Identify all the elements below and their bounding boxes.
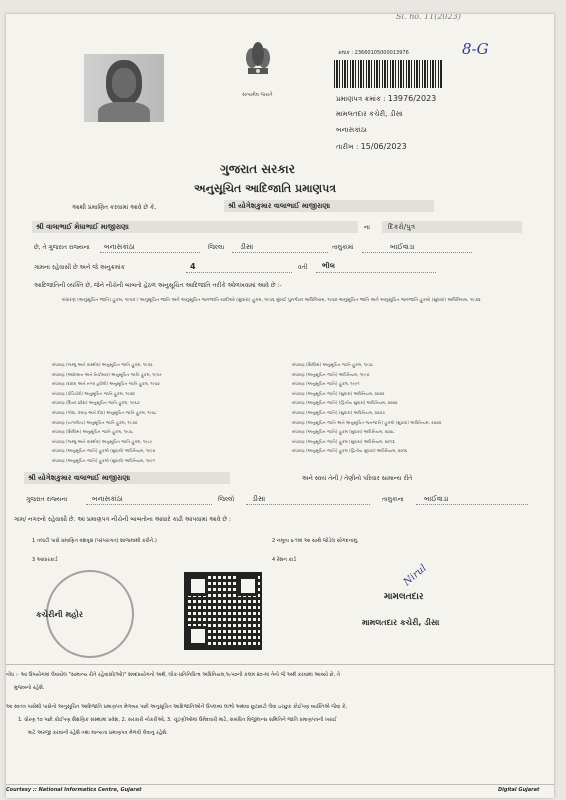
signatory-title: મામલતદાર <box>384 592 424 602</box>
footer-digital-gujarat: Digital Gujarat <box>498 787 540 793</box>
certificate-number: પ્રમાણપત્ર ક્રમાંક : 13976/2023 <box>336 94 437 103</box>
orders-right-list <box>292 360 441 456</box>
state-prefix: છે, તે ગુજરાત રાજ્યના <box>34 244 90 251</box>
order-item: બંધારણ (ગોવા, દમણ અને દીવ) અનુસૂચિત જાતિ હુકમ, ૧૯૬૮ <box>52 409 157 415</box>
relation: દિકરો/પુત્ર <box>388 223 416 231</box>
footer-courtesy: Courtesy :: National Informatics Centre, Gujarat <box>6 787 142 793</box>
schedule-label: ગામના રહેવાસી છે અને જે અનુક્રમાંક <box>34 264 125 271</box>
order-item: બંધારણ (જમ્મુ અને કાશ્મીર) અનુસૂચિત જાતિ હુકમ, ૧૯૮૯ <box>52 438 153 444</box>
note-line: 1. ધોરણ ૧૦ પછી કોઈપણ શૈક્ષણિક સંસ્થામાં પ્રવેશ, 2. સરકારી નોકરીઓ, 3. ચૂંટણીઓમાં ઉમેદવારી માટે, સંબંધિત વિજીલન્સ સમિતિને જાતિ પ્રમાણપત્રની ખરાઈ <box>18 717 337 723</box>
certify-text: આથી પ્રમાણિત કરવામાં આવે છે કે, <box>72 204 157 211</box>
tribe-label: વતી <box>298 264 308 271</box>
national-emblem-icon <box>240 38 276 90</box>
qr-code <box>184 572 262 650</box>
residence-state-prefix: ગુજરાત રાજ્યના <box>26 496 68 503</box>
order-item: બંધારણ (અનુસૂચિત જાતિ અને અનુસૂચિત જનજાતિ) હુકમો (સુધારા) અધિનિયમ, ૨૦૦૨ <box>292 419 442 425</box>
applicant-name: શ્રી યોગેશકુમાર વાલાભાઈ માજીરાણા <box>228 202 331 210</box>
serial-number: 4 <box>190 262 196 271</box>
order-item: બંધારણ (અનુસૂચિત જાતિ) હુકમો (સુધારો) અધિનિયમ, ૧૯૯૦ <box>52 448 156 454</box>
jilla-label: જિલ્લા <box>208 244 225 251</box>
residence-line: ગામ/ નગરનો રહેવાસી છે. આ પ્રમાણપત્ર નીચેની બાબતોના આધારે કાઢી આપવામાં આવે છે : <box>14 516 231 523</box>
residence-village: બાઈવાડા <box>424 495 449 503</box>
order-item: બંધારણ (જમ્મુ અને કાશ્મીર) અનુસૂચિત જાતિ હુકમ, ૧૯૫૬ <box>52 362 153 367</box>
village: બાઈવાડા <box>390 243 415 251</box>
residence-taluka-label: તાલુકાના <box>382 496 404 503</box>
father-name: શ્રી વાલાભાઈ મેઘાભાઈ માજીરાણા <box>36 223 129 231</box>
order-item: બંધારણ (સિક્કિમ) અનુસૂચિત જાતિ હુકમ, ૧૯૭૮ <box>292 362 374 367</box>
issuing-office: મામલતદાર કચેરી, ડીસા <box>336 110 403 118</box>
margin-note: 8-G <box>462 40 489 58</box>
order-item: બંધારણ (પોંડિચેરી) અનુસૂચિત જાતિ હુકમ, ૧૯૬૪ <box>52 390 135 396</box>
issuing-district: બનાસકાંઠા <box>336 126 367 134</box>
barcode <box>334 60 442 88</box>
government-title: ગુજરાત સરકાર <box>220 162 295 176</box>
applicant-photo <box>84 54 164 122</box>
order-item: બંધારણ (અનુસૂચિત જાતિ) હુકમો (સુધારો) અધિનિયમ, ૧૯૯૧ <box>52 457 155 463</box>
top-handwritten-note: Sl. no. 11(2023) <box>396 14 461 21</box>
order-item: બંધારણ (અનુસૂચિત જાતિ) (સુધારા) અધિનિયમ, ૨૦૦૭ <box>292 409 386 415</box>
order-item: બંધારણ (અનુસૂચિત જાતિ) હુકમ (સુધારા) અધિનિયમ, ૨૦૧૩ <box>292 438 395 444</box>
taluka-value: ડીસા <box>240 243 254 251</box>
state-district: બનાસકાંઠા <box>104 243 135 251</box>
orders-left-list <box>52 360 162 466</box>
tribe-name: ભીલ <box>322 262 335 270</box>
order-item: બંધારણ (સિક્કિમ) અનુસૂચિત જાતિ હુકમ, ૧૯૭૮ <box>52 429 134 435</box>
orders-text: બંધારણ (અનુસૂચિત જાતિ) હુકમ, ૧૯૫૦ / અનુસૂચિત જાતિ અને અનુસૂચિત જનજાતિ યાદીઓ (સુધારા) હુકમ, ૧૯૫૬ મુંબઈ પુનર્ગઠન અધિનિયમ, ૧૯૬૦ અનુસૂચિત જાતિ અને અનુસૂચિત જનજાતિ હુકમો (સુધારા) અધિનિયમ, ૧૯૭૬ <box>62 298 481 303</box>
barcode-number: ક્રમાંક : 23660105000013976 <box>338 50 409 56</box>
basis-item: 4 રેશન કાર્ડ <box>272 557 297 563</box>
residence-jilla-value: ડીસા <box>252 495 266 503</box>
signatory-office: મામલતદાર કચેરી, ડીસા <box>362 618 440 627</box>
order-item: બંધારણ (અનુસૂચિત જાતિ) હુકમ (દ્વિતીય સુધારા) અધિનિયમ, ૨૦૧૬ <box>292 448 408 454</box>
order-item: બંધારણ (દાદરા અને નગર હવેલી) અનુસૂચિત જાતિ હુકમ, ૧૯૬૨ <box>52 381 160 387</box>
taluka-label: તાલુકામાં <box>332 244 354 251</box>
note-line: માટે અરજી કરવાની રહેશે તથા માન્યતા પ્રમાણપત્ર મેળવી લેવાનું રહેશે. <box>28 730 168 736</box>
order-item: બંધારણ (આંદામાન અને નિકોબાર) અનુસૂચિત જાતિ હુકમ, ૧૯૫૯ <box>52 371 163 377</box>
order-item: બંધારણ (અનુસૂચિત જાતિ) (દ્વિતીય સુધારા) અધિનિયમ, ૨૦૦૨ <box>292 400 398 406</box>
tribe-text: આદિજાતિની વ્યક્તિ છે, જેને નીચેની બાબતો હેઠળ અનુસૂચિત આદિજાતિ તરીકે ઓળખવામાં આવે છે :- <box>34 282 282 289</box>
order-item: બંધારણ (ઉત્તર પ્રદેશ) અનુસૂચિત જાતિ હુકમ, ૧૯૬૭ <box>52 400 140 406</box>
order-item: બંધારણ (અનુસૂચિત જાતિ) હુકમ (સુધારા) અધિનિયમ, ૨૦૦૮ <box>292 429 395 435</box>
na-label: ના <box>364 224 370 231</box>
certificate-page <box>6 14 554 798</box>
stamp-label: કચેરીની મહોર <box>36 610 83 619</box>
residence-text: અને સ્વયં તેની / તેણીનો પરિવાર સામાન્ય રીતે <box>302 475 413 482</box>
residence-jilla-label: જિલ્લો <box>218 496 235 503</box>
residence-district: બનાસકાંઠા <box>92 495 123 503</box>
residence-name: શ્રી યોગેશકુમાર વાલાભાઈ માજીરાણા <box>28 474 131 482</box>
basis-item: 3 આધારકાર્ડ <box>32 557 58 563</box>
issue-date: તારીખ : 15/06/2023 <box>336 142 407 151</box>
certificate-title: અનુસૂચિત આદિજાતિ પ્રમાણપત્ર <box>194 182 337 195</box>
order-item: બંધારણ (નાગાલેન્ડ) અનુસૂચિત જાતિ હુકમ, ૧૯૭૦ <box>52 419 138 425</box>
order-item: બંધારણ (અનુસૂચિત જાતિ) (સુધારા) અધિનિયમ, ૨૦૦૨ <box>292 390 385 396</box>
order-item: બંધારણ (અનુસૂચિત જાતિ) અધિનિયમ, ૧૯૯૦ <box>292 371 370 377</box>
note-line: આ સ્વતંત્ર પાસેથી પાસેનો અનુસૂચિત આદિજાતિ પ્રમાણપત્ર મેળવ્યા પછી અનુસૂચિત આદિજાતિઓને ઉપલબ્ધ લાભો અથવા છૂટછાટો લેવા ઇચ્છુક કોઈપણ વ્યક્તિએ જેવા કે, <box>6 704 348 710</box>
basis-item: 2 નમૂના ૬-૧માં આ સાથે જોડેલ સોગંદનામું. <box>272 538 359 544</box>
officer-signature: Nirul <box>401 562 429 589</box>
note-line: નોંધ :- આ ઉપયોગમાં લેવાયેલ "સામાન્ય રીતે રહેવાસી(ઓ)" શબ્દપ્રયોગનો અર્થ, લોક-પ્રતિનિધિત્વ અધિનિયમ,૧૯૫૦ની કલમ ૨૦-માં તેનો જે અર્થ કરવામાં આવ્યો છે, તે <box>6 672 340 678</box>
basis-item: 1 તલાટી પાસે પ્રમાણિત વંશવૃક્ષ (પરંપરાગત) શાળામાંથી કરીને.) <box>32 538 157 544</box>
note-line: મુજબનો રહેશે. <box>14 685 45 691</box>
emblem-caption: સત્યમેવ જયતે <box>242 92 273 98</box>
order-item: બંધારણ (અનુસૂચિત જાતિ) હુકમ, ૧૯૯૧ <box>292 381 360 387</box>
